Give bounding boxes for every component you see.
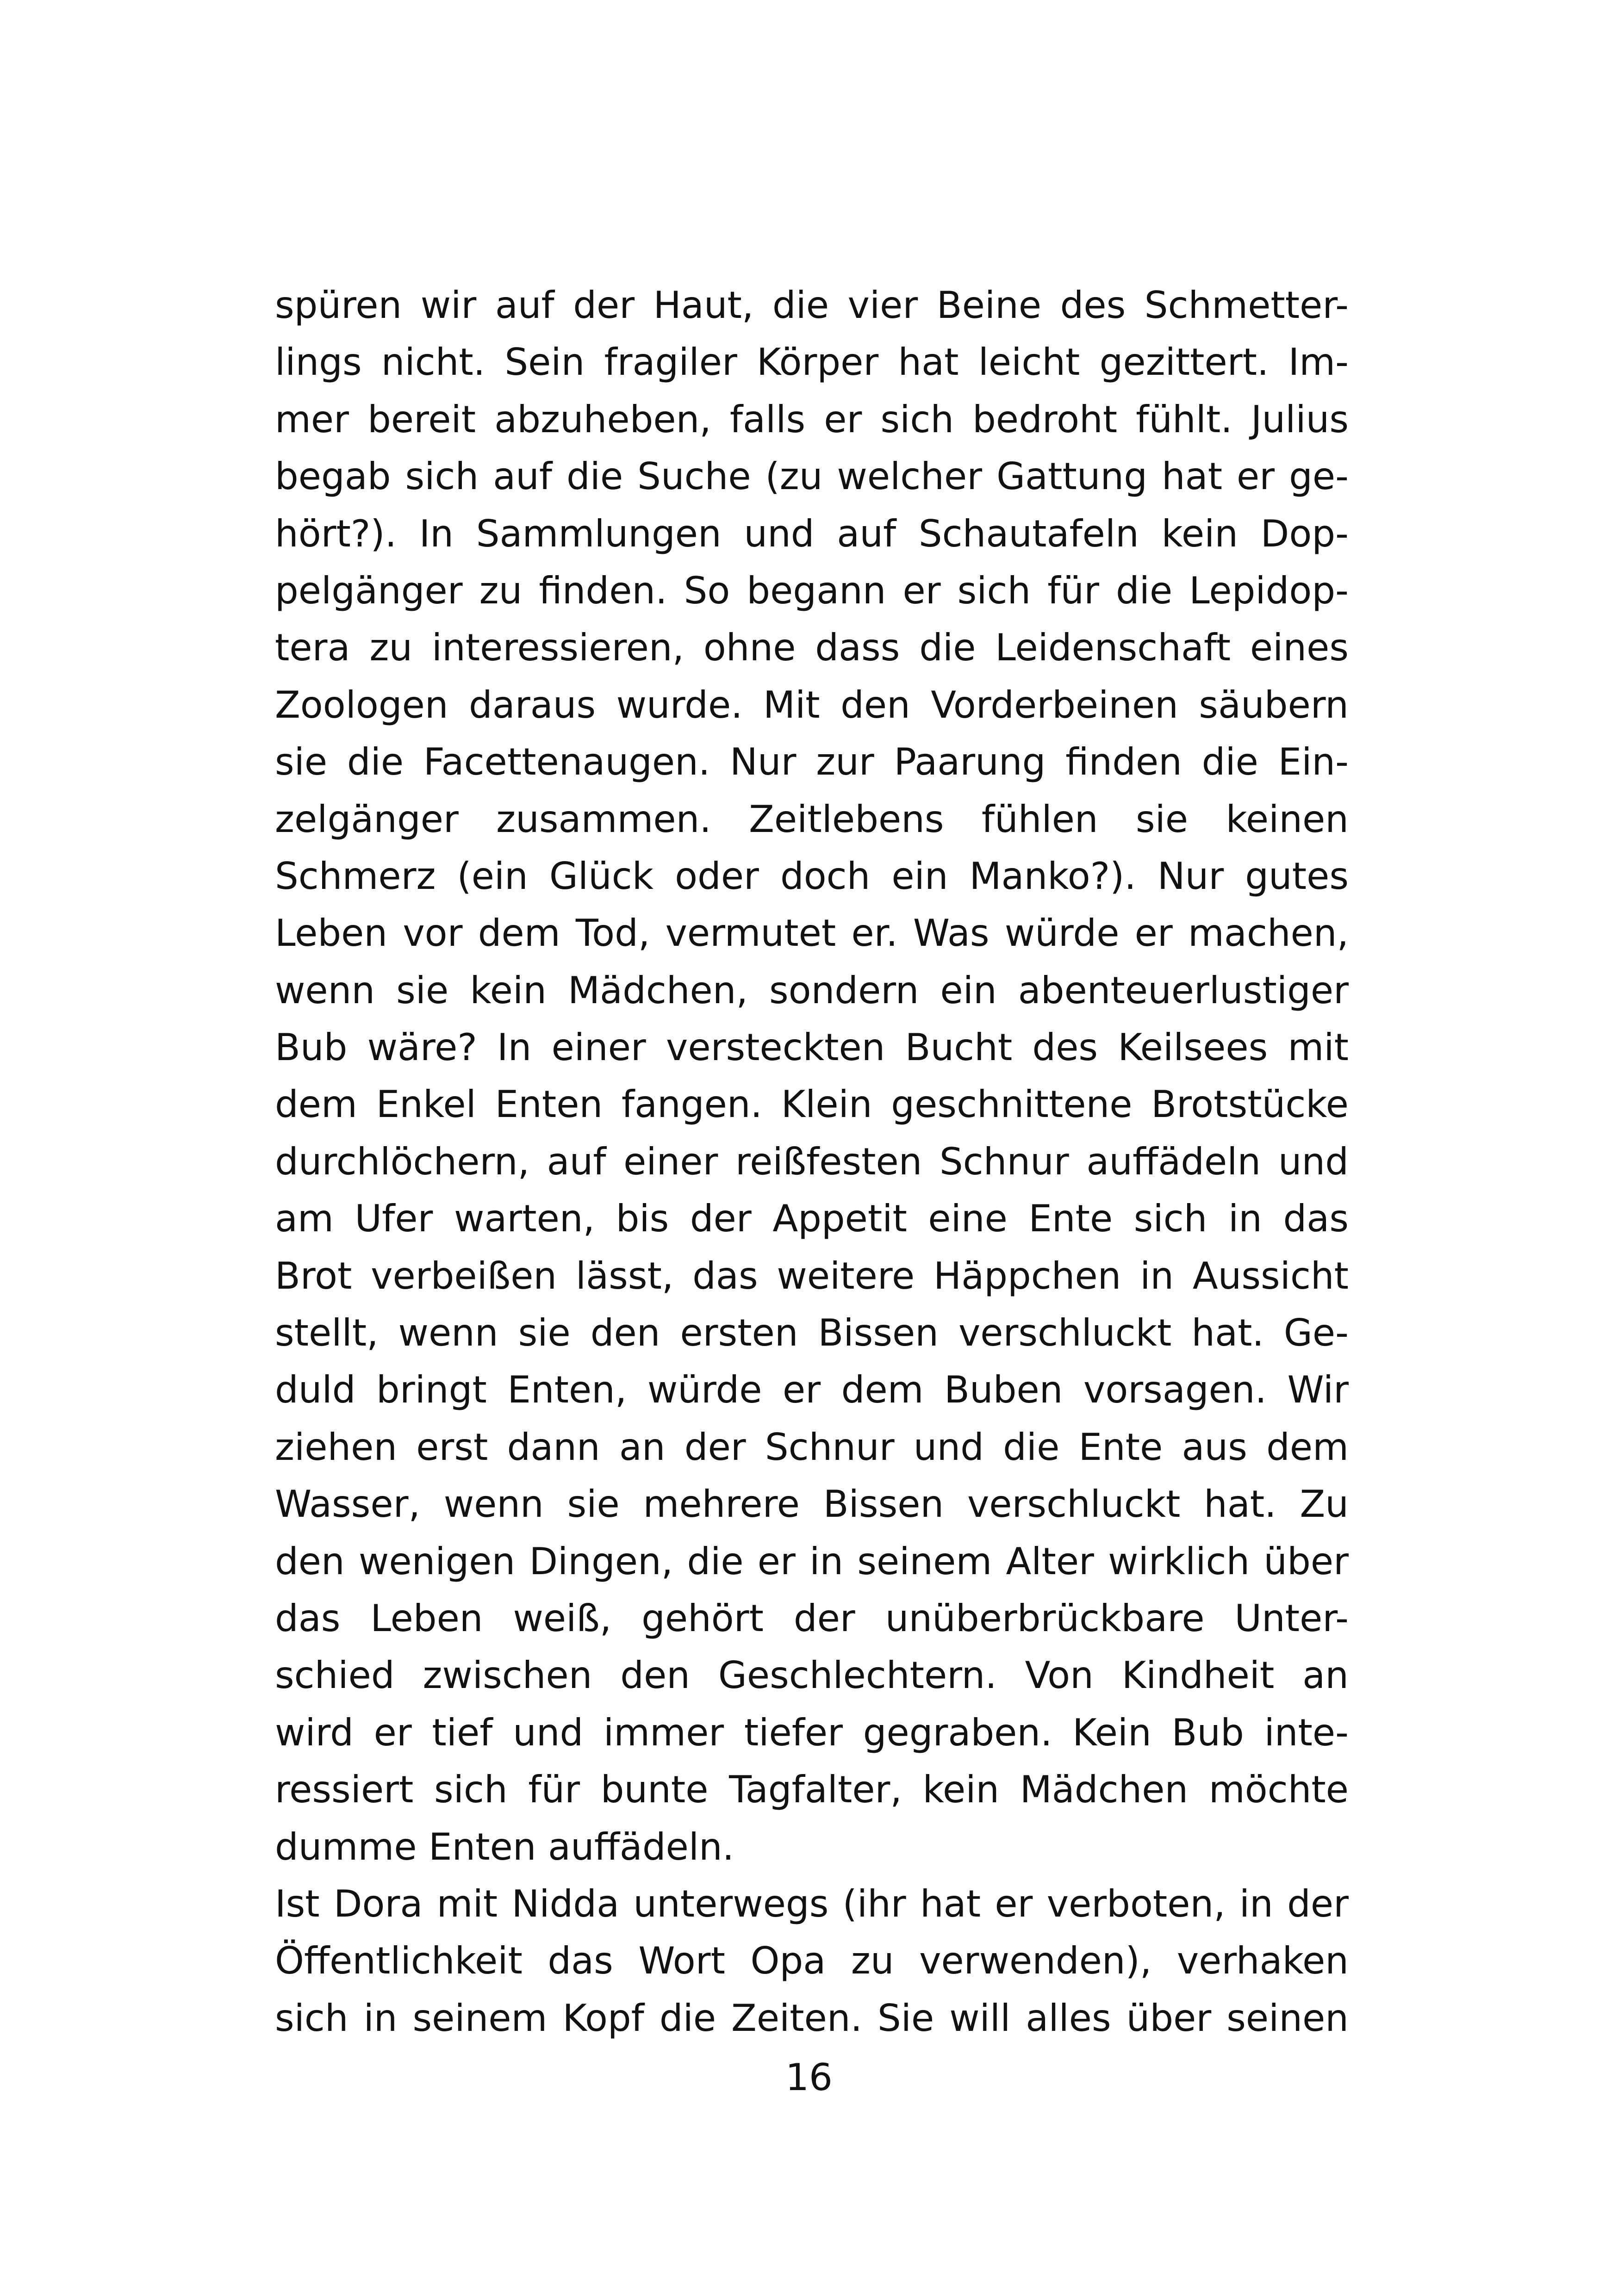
text-line: wenn sie kein Mädchen, sondern ein abenteuerlustiger (275, 968, 1349, 1012)
text-line: den wenigen Dingen, die er in seinem Alter wirklich über (275, 1539, 1349, 1583)
text-line: das Leben weiß, gehört der unüberbrückbare Unter- (275, 1596, 1349, 1640)
text-line: Leben vor dem Tod, vermutet er. Was würde er machen, (275, 912, 1349, 955)
text-line: Schmerz (ein Glück oder doch ein Manko?). Nur gutes (275, 854, 1349, 898)
paragraph-2 (275, 1875, 1349, 2047)
text-line: Ist Dora mit Nidda unterwegs (ihr hat er verboten, in der (275, 1882, 1349, 1925)
text-line: duld bringt Enten, würde er dem Buben vorsagen. Wir (275, 1368, 1349, 1412)
text-line: wird er tief und immer tiefer gegraben. Kein Bub inte- (275, 1711, 1349, 1754)
text-line: Brot verbeißen lässt, das weitere Häppchen in Aussicht (275, 1254, 1349, 1297)
text-line: pelgänger zu finden. So begann er sich für die Lepidop- (275, 569, 1349, 612)
text-line: Bub wäre? In einer versteckten Bucht des Keilsees mit (275, 1026, 1349, 1069)
text-line: Zoologen daraus wurde. Mit den Vorderbeinen säubern (275, 683, 1349, 726)
text-line: sich in seinem Kopf die Zeiten. Sie will alles über seinen (275, 1996, 1349, 2040)
paragraph-1 (275, 277, 1349, 1875)
text-line: dem Enkel Enten fangen. Klein geschnittene Brotstücke (275, 1083, 1349, 1126)
body-text (275, 277, 1349, 2047)
text-line: ressiert sich für bunte Tagfalter, kein Mädchen möchte (275, 1768, 1349, 1812)
text-line: ziehen erst dann an der Schnur und die Ente aus dem (275, 1425, 1349, 1469)
page-number: 16 (785, 2056, 833, 2099)
text-line: hört?). In Sammlungen und auf Schautafeln kein Dop- (275, 512, 1349, 555)
text-line: tera zu interessieren, ohne dass die Leidenschaft eines (275, 626, 1349, 670)
text-line: dumme Enten auffädeln. (275, 1825, 734, 1868)
text-line: lings nicht. Sein fragiler Körper hat leicht gezittert. Im- (275, 341, 1349, 384)
text-line: sie die Facettenaugen. Nur zur Paarung finden die Ein- (275, 740, 1349, 784)
text-line: Öffentlichkeit das Wort Opa zu verwenden), verhaken (275, 1939, 1349, 1983)
text-line: zelgänger zusammen. Zeitlebens fühlen sie keinen (275, 797, 1349, 841)
text-line: stellt, wenn sie den ersten Bissen verschluckt hat. Ge- (275, 1311, 1349, 1355)
text-line: Wasser, wenn sie mehrere Bissen verschluckt hat. Zu (275, 1483, 1349, 1526)
text-line: begab sich auf die Suche (zu welcher Gattung hat er ge- (275, 455, 1349, 498)
text-line: mer bereit abzuheben, falls er sich bedroht fühlt. Julius (275, 397, 1349, 441)
text-line: am Ufer warten, bis der Appetit eine Ente sich in das (275, 1197, 1349, 1241)
text-line: schied zwischen den Geschlechtern. Von Kindheit an (275, 1654, 1349, 1697)
text-line: spüren wir auf der Haut, die vier Beine des Schmetter- (275, 284, 1349, 327)
text-line: durchlöchern, auf einer reißfesten Schnur auffädeln und (275, 1140, 1349, 1183)
